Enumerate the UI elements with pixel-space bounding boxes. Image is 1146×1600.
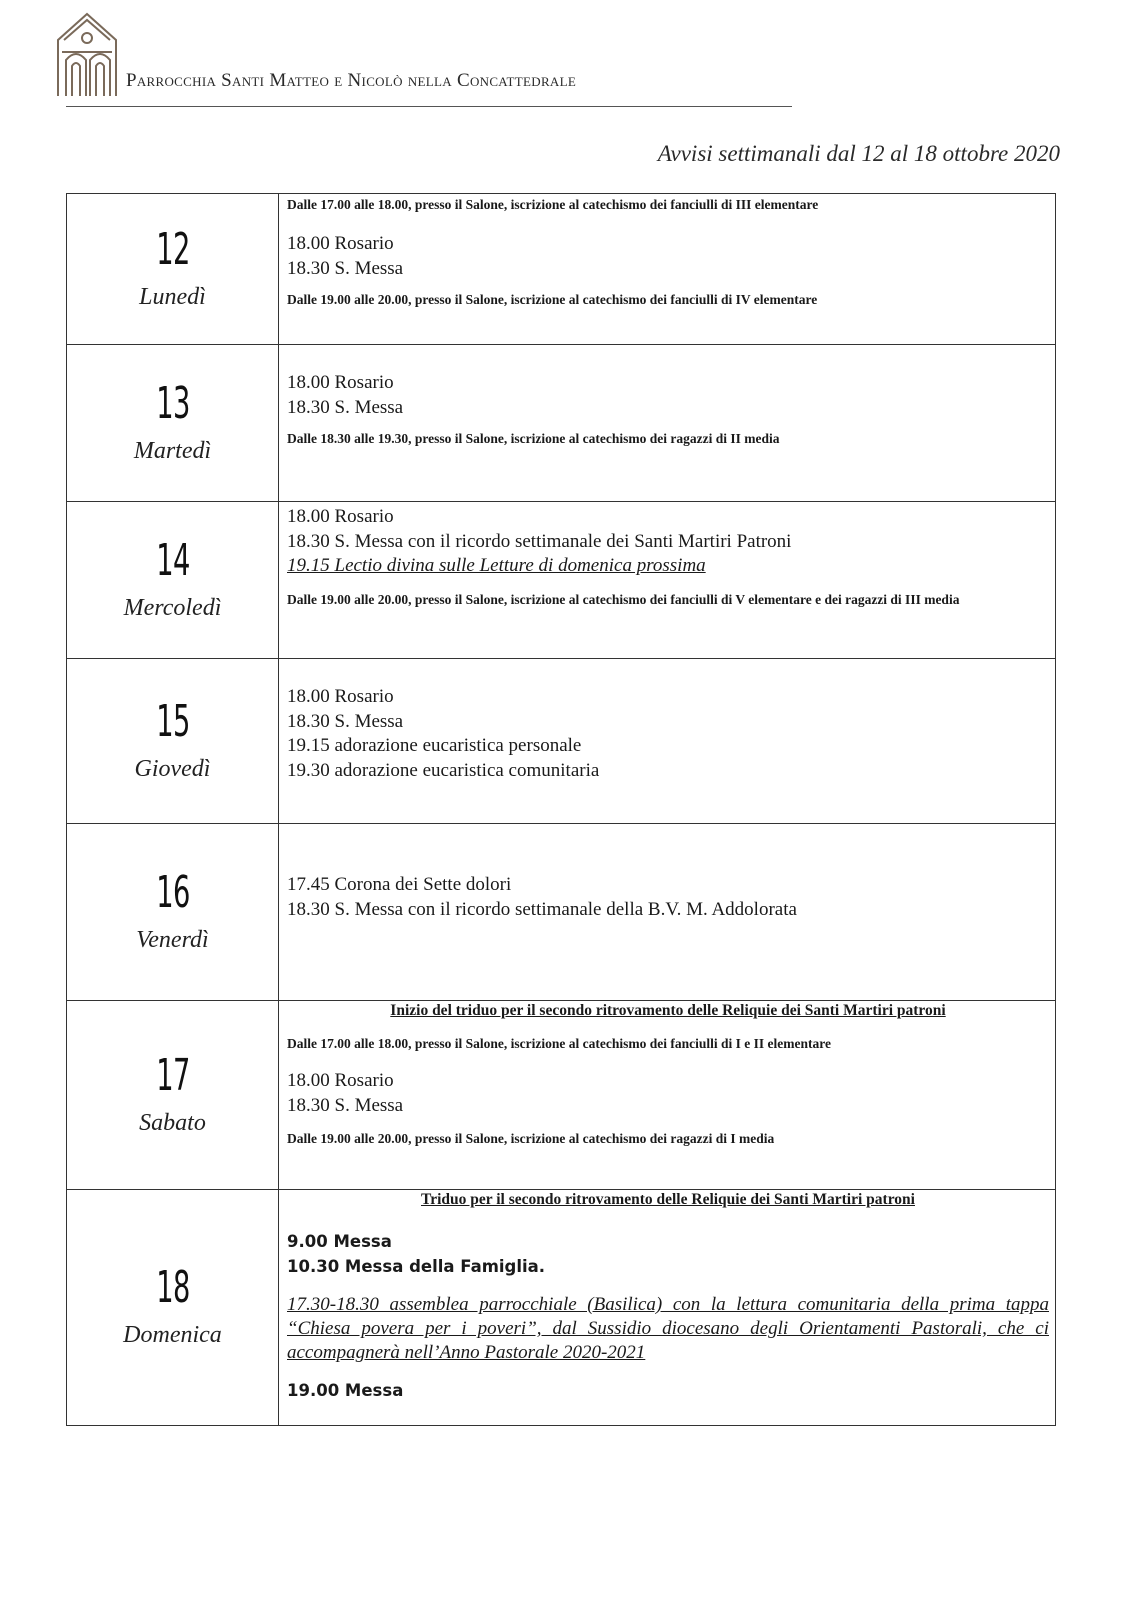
day-row-13 — [67, 344, 1055, 501]
day-number: 18 — [155, 1262, 190, 1313]
event-item: Dalle 17.00 alle 18.00, presso il Salone, iscrizione al catechismo dei fanciulli di III elementare — [287, 197, 819, 212]
day-number: 12 — [155, 223, 190, 275]
events-cell — [279, 502, 1055, 658]
event-item: 18.00 Rosario — [287, 372, 394, 393]
day-name: Lunedì — [139, 283, 206, 310]
event-item: 18.30 S. Messa — [287, 710, 404, 732]
events-cell — [279, 659, 1055, 823]
event-item: Dalle 18.30 alle 19.30, presso il Salone, iscrizione al catechismo dei ragazzi di II media — [287, 431, 780, 446]
day-name: Martedì — [133, 437, 212, 464]
events-cell — [279, 345, 1055, 501]
day-name: Venerdì — [136, 926, 209, 953]
day-cell — [67, 1001, 279, 1189]
event-item: 18.30 S. Messa con il ricordo settimanale della B.V. M. Addolorata — [287, 898, 797, 920]
day-row-14 — [67, 501, 1055, 658]
day-row-15 — [67, 658, 1055, 823]
church-facade-icon — [52, 10, 122, 98]
events-cell — [279, 1190, 1055, 1425]
day-name: Mercoledì — [123, 594, 222, 621]
day-row-16 — [67, 823, 1055, 1000]
day-name: Giovedì — [134, 755, 211, 782]
parish-name: Parrocchia Santi Matteo e Nicolò nella Concattedrale — [126, 70, 577, 91]
event-item: Dalle 17.00 alle 18.00, presso il Salone, iscrizione al catechismo dei fanciulli di I e II elementare — [287, 1036, 831, 1051]
event-item: 17.30-18.30 assemblea parrocchiale (Basilica) con la lettura comunitaria della prima tappa “Chiesa povera per i poveri”, dal Sussidio diocesano degli Orientamenti Pastorali, che ci accompagnerà nell’Anno Pastorale 2020-2021 — [287, 1294, 1049, 1363]
day-cell — [67, 659, 279, 823]
day-cell — [67, 194, 279, 344]
events-cell — [279, 824, 1055, 1000]
event-heading: Triduo per il secondo ritrovamento delle Reliquie dei Santi Martiri patroni — [421, 1191, 915, 1208]
events-cell — [279, 1001, 1055, 1189]
event-heading: Inizio del triduo per il secondo ritrovamento delle Reliquie dei Santi Martiri patroni — [390, 1002, 946, 1019]
events-cell — [279, 194, 1055, 344]
letterhead — [52, 10, 812, 110]
day-cell — [67, 1190, 279, 1425]
day-name: Sabato — [139, 1109, 206, 1136]
day-number: 15 — [155, 695, 190, 747]
weekly-schedule-table — [66, 193, 1056, 1426]
header-divider — [66, 106, 792, 107]
event-item: 17.45 Corona dei Sette dolori — [287, 874, 512, 895]
day-number: 14 — [155, 534, 190, 586]
event-item: 19.00 Messa — [287, 1381, 404, 1400]
event-item: Dalle 19.00 alle 20.00, presso il Salone, iscrizione al catechismo dei fanciulli di V elementare e dei ragazzi di III media — [287, 591, 960, 607]
day-cell — [67, 502, 279, 658]
event-item: 10.30 Messa della Famiglia. — [287, 1256, 546, 1276]
event-item: 18.30 S. Messa — [287, 1094, 404, 1116]
event-item: 18.30 S. Messa con il ricordo settimanale dei Santi Martiri Patroni — [287, 530, 792, 552]
event-item: 18.00 Rosario — [287, 506, 394, 527]
day-row-17 — [67, 1000, 1055, 1189]
event-item: Dalle 19.00 alle 20.00, presso il Salone, iscrizione al catechismo dei fanciulli di IV elementare — [287, 292, 818, 307]
page-title: Avvisi settimanali dal 12 al 18 ottobre 2020 — [657, 141, 1060, 166]
event-item: Dalle 19.00 alle 20.00, presso il Salone, iscrizione al catechismo dei ragazzi di I media — [287, 1131, 775, 1146]
event-item: 18.00 Rosario — [287, 686, 394, 707]
event-item: 18.00 Rosario — [287, 1070, 394, 1091]
day-number: 16 — [155, 866, 190, 918]
day-cell — [67, 824, 279, 1000]
event-item: 18.00 Rosario — [287, 233, 394, 254]
event-item: 18.30 S. Messa — [287, 396, 404, 418]
day-row-12 — [67, 194, 1055, 344]
event-item: 19.15 Lectio divina sulle Letture di domenica prossima — [287, 555, 706, 576]
day-row-18 — [67, 1189, 1055, 1425]
event-item: 9.00 Messa — [287, 1232, 392, 1251]
event-item: 19.15 adorazione eucaristica personale — [287, 735, 582, 756]
day-number: 17 — [155, 1049, 190, 1101]
day-name: Domenica — [123, 1322, 222, 1348]
event-item: 19.30 adorazione eucaristica comunitaria — [287, 759, 600, 781]
day-cell — [67, 345, 279, 501]
event-item: 18.30 S. Messa — [287, 257, 404, 279]
day-number: 13 — [155, 377, 190, 429]
